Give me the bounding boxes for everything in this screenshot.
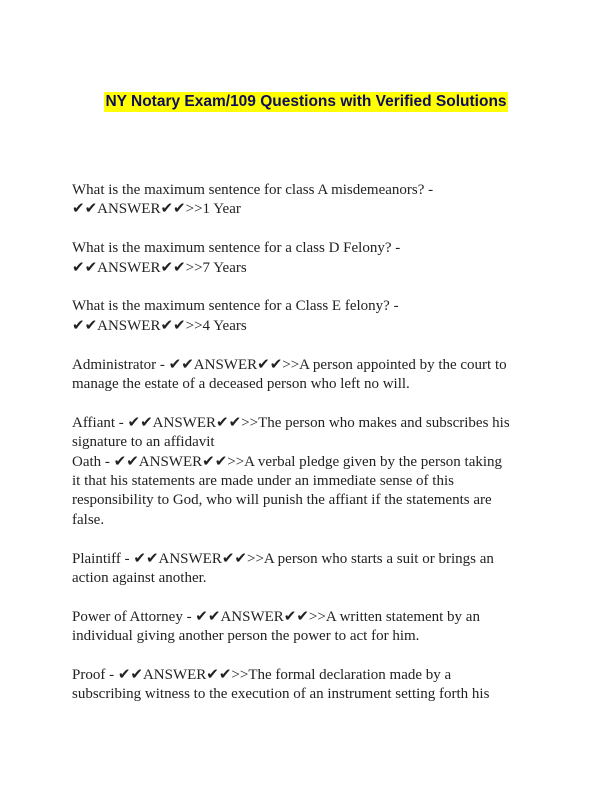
qa-entry-class-e-felony [72,297,542,336]
qa-entry-administrator [72,356,542,395]
entry-line: Administrator - ✔✔ANSWER✔✔>>A person appointed by the court to [72,356,507,373]
title-container [0,92,612,112]
entry-line: it that his statements are made under an immediate sense of this [72,473,454,490]
qa-entry-plaintiff [72,550,542,589]
entry-line: Affiant - ✔✔ANSWER✔✔>>The person who makes and subscribes his [72,414,510,431]
entry-line: action against another. [72,570,207,587]
entry-line: signature to an affidavit [72,434,215,451]
entry-line: manage the estate of a deceased person who left no will. [72,376,410,393]
entry-line: ✔✔ANSWER✔✔>>4 Years [72,317,247,334]
document-title: NY Notary Exam/109 Questions with Verified Solutions [105,93,507,110]
document-body [72,181,542,724]
qa-entry-class-a-misdemeanor [72,181,542,220]
entry-line: individual giving another person the power to act for him. [72,628,420,645]
qa-entry-class-d-felony [72,239,542,278]
entry-line: Proof - ✔✔ANSWER✔✔>>The formal declaration made by a [72,667,452,684]
entry-line: Power of Attorney - ✔✔ANSWER✔✔>>A written statement by an [72,608,480,625]
entry-line: What is the maximum sentence for a Class E felony? - [72,298,399,315]
qa-entry-power-of-attorney [72,608,542,647]
entry-line: subscribing witness to the execution of an instrument setting forth his [72,686,490,703]
entry-line: ✔✔ANSWER✔✔>>7 Years [72,259,247,276]
entry-line: What is the maximum sentence for class A misdemeanors? - [72,182,434,198]
entry-line: Plaintiff - ✔✔ANSWER✔✔>>A person who starts a suit or brings an [72,550,494,567]
qa-entry-oath [72,453,542,531]
entry-line: What is the maximum sentence for a class D Felony? - [72,240,401,257]
qa-entry-affiant [72,414,542,453]
entry-line: false. [72,511,105,528]
qa-entry-proof [72,666,542,705]
entry-line: Oath - ✔✔ANSWER✔✔>>A verbal pledge given by the person taking [72,453,503,470]
entry-line: responsibility to God, who will punish the affiant if the statements are [72,492,492,509]
entry-line: ✔✔ANSWER✔✔>>1 Year [72,201,241,218]
